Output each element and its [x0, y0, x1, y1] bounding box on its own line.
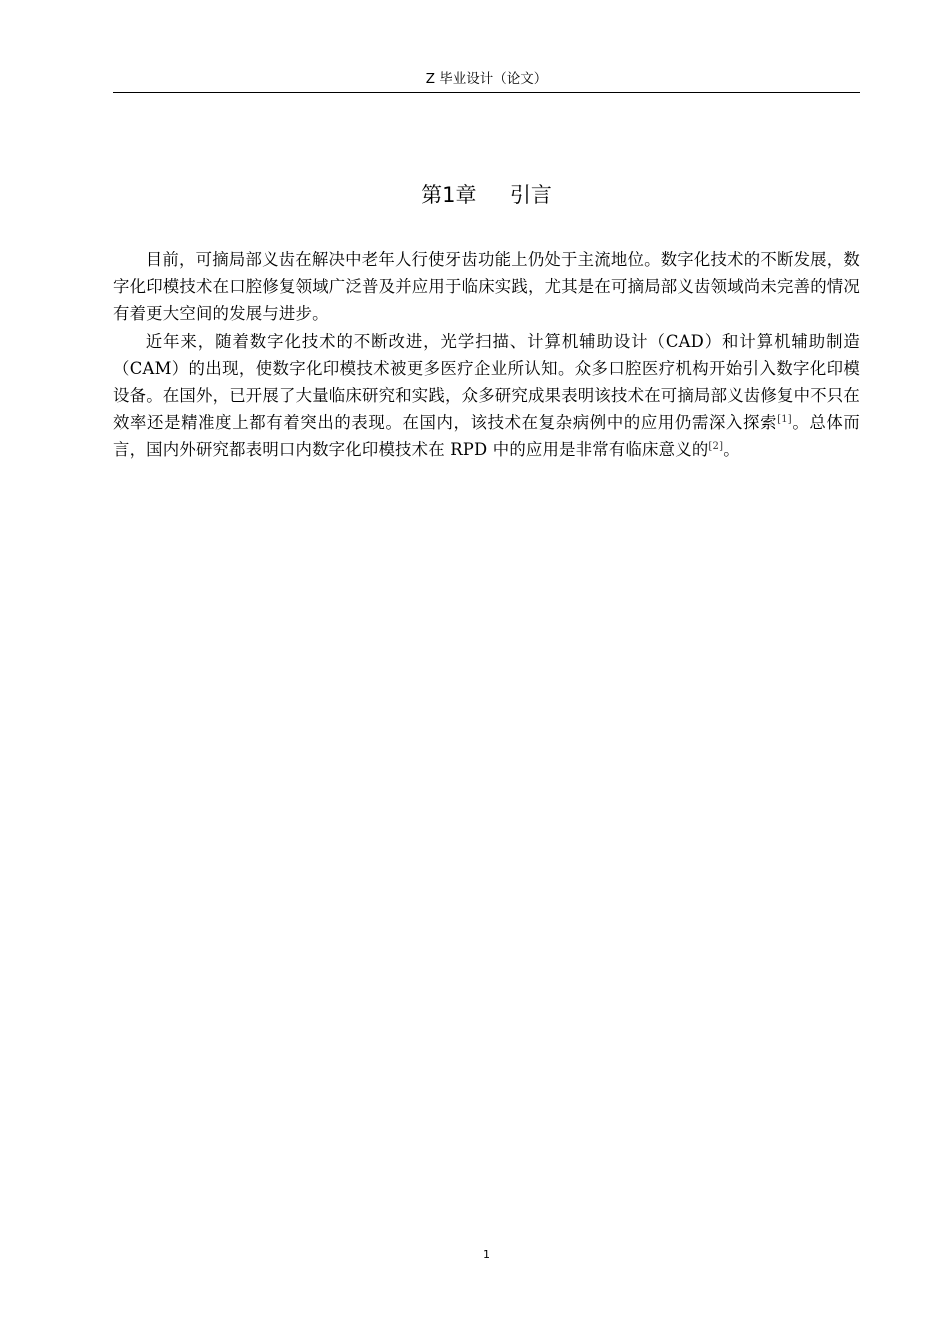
paragraph-2	[113, 328, 860, 464]
paragraph-2-text-a: 近年来，随着数字化技术的不断改进，光学扫描、计算机辅助设计（CAD）和计算机辅助制造（CAM）的出现，使数字化印模技术被更多医疗企业所认知。众多口腔医疗机构开始引入数字化印模设备。在国外，已开展了大量临床研究和实践，众多研究成果表明该技术在可摘局部义齿修复中不只在效率还是精准度上都有着突出的表现。在国内，该技术在复杂病例中的应用仍需深入探索	[113, 331, 860, 433]
paragraph-1: 目前，可摘局部义齿在解决中老年人行使牙齿功能上仍处于主流地位。数字化技术的不断发展，数字化印模技术在口腔修复领域广泛普及并应用于临床实践，尤其是在可摘局部义齿领域尚未完善的情况有着更大空间的发展与进步。	[113, 250, 860, 324]
body-text	[113, 246, 860, 464]
paragraph-2-text-b: 。总体而言，国内外研究都表明口内数字化印模技术在 RPD 中的应用是非常有临床意义的	[113, 413, 860, 460]
paragraph-2-text-c: 。	[723, 440, 740, 460]
running-header-title: Z 毕业设计（论文）	[425, 71, 548, 87]
chapter-title: 第1章 引言	[421, 183, 552, 207]
citation-1: [1]	[777, 414, 792, 426]
running-header	[113, 68, 860, 93]
citation-2: [2]	[708, 441, 724, 453]
page-number: 1	[483, 1248, 490, 1261]
